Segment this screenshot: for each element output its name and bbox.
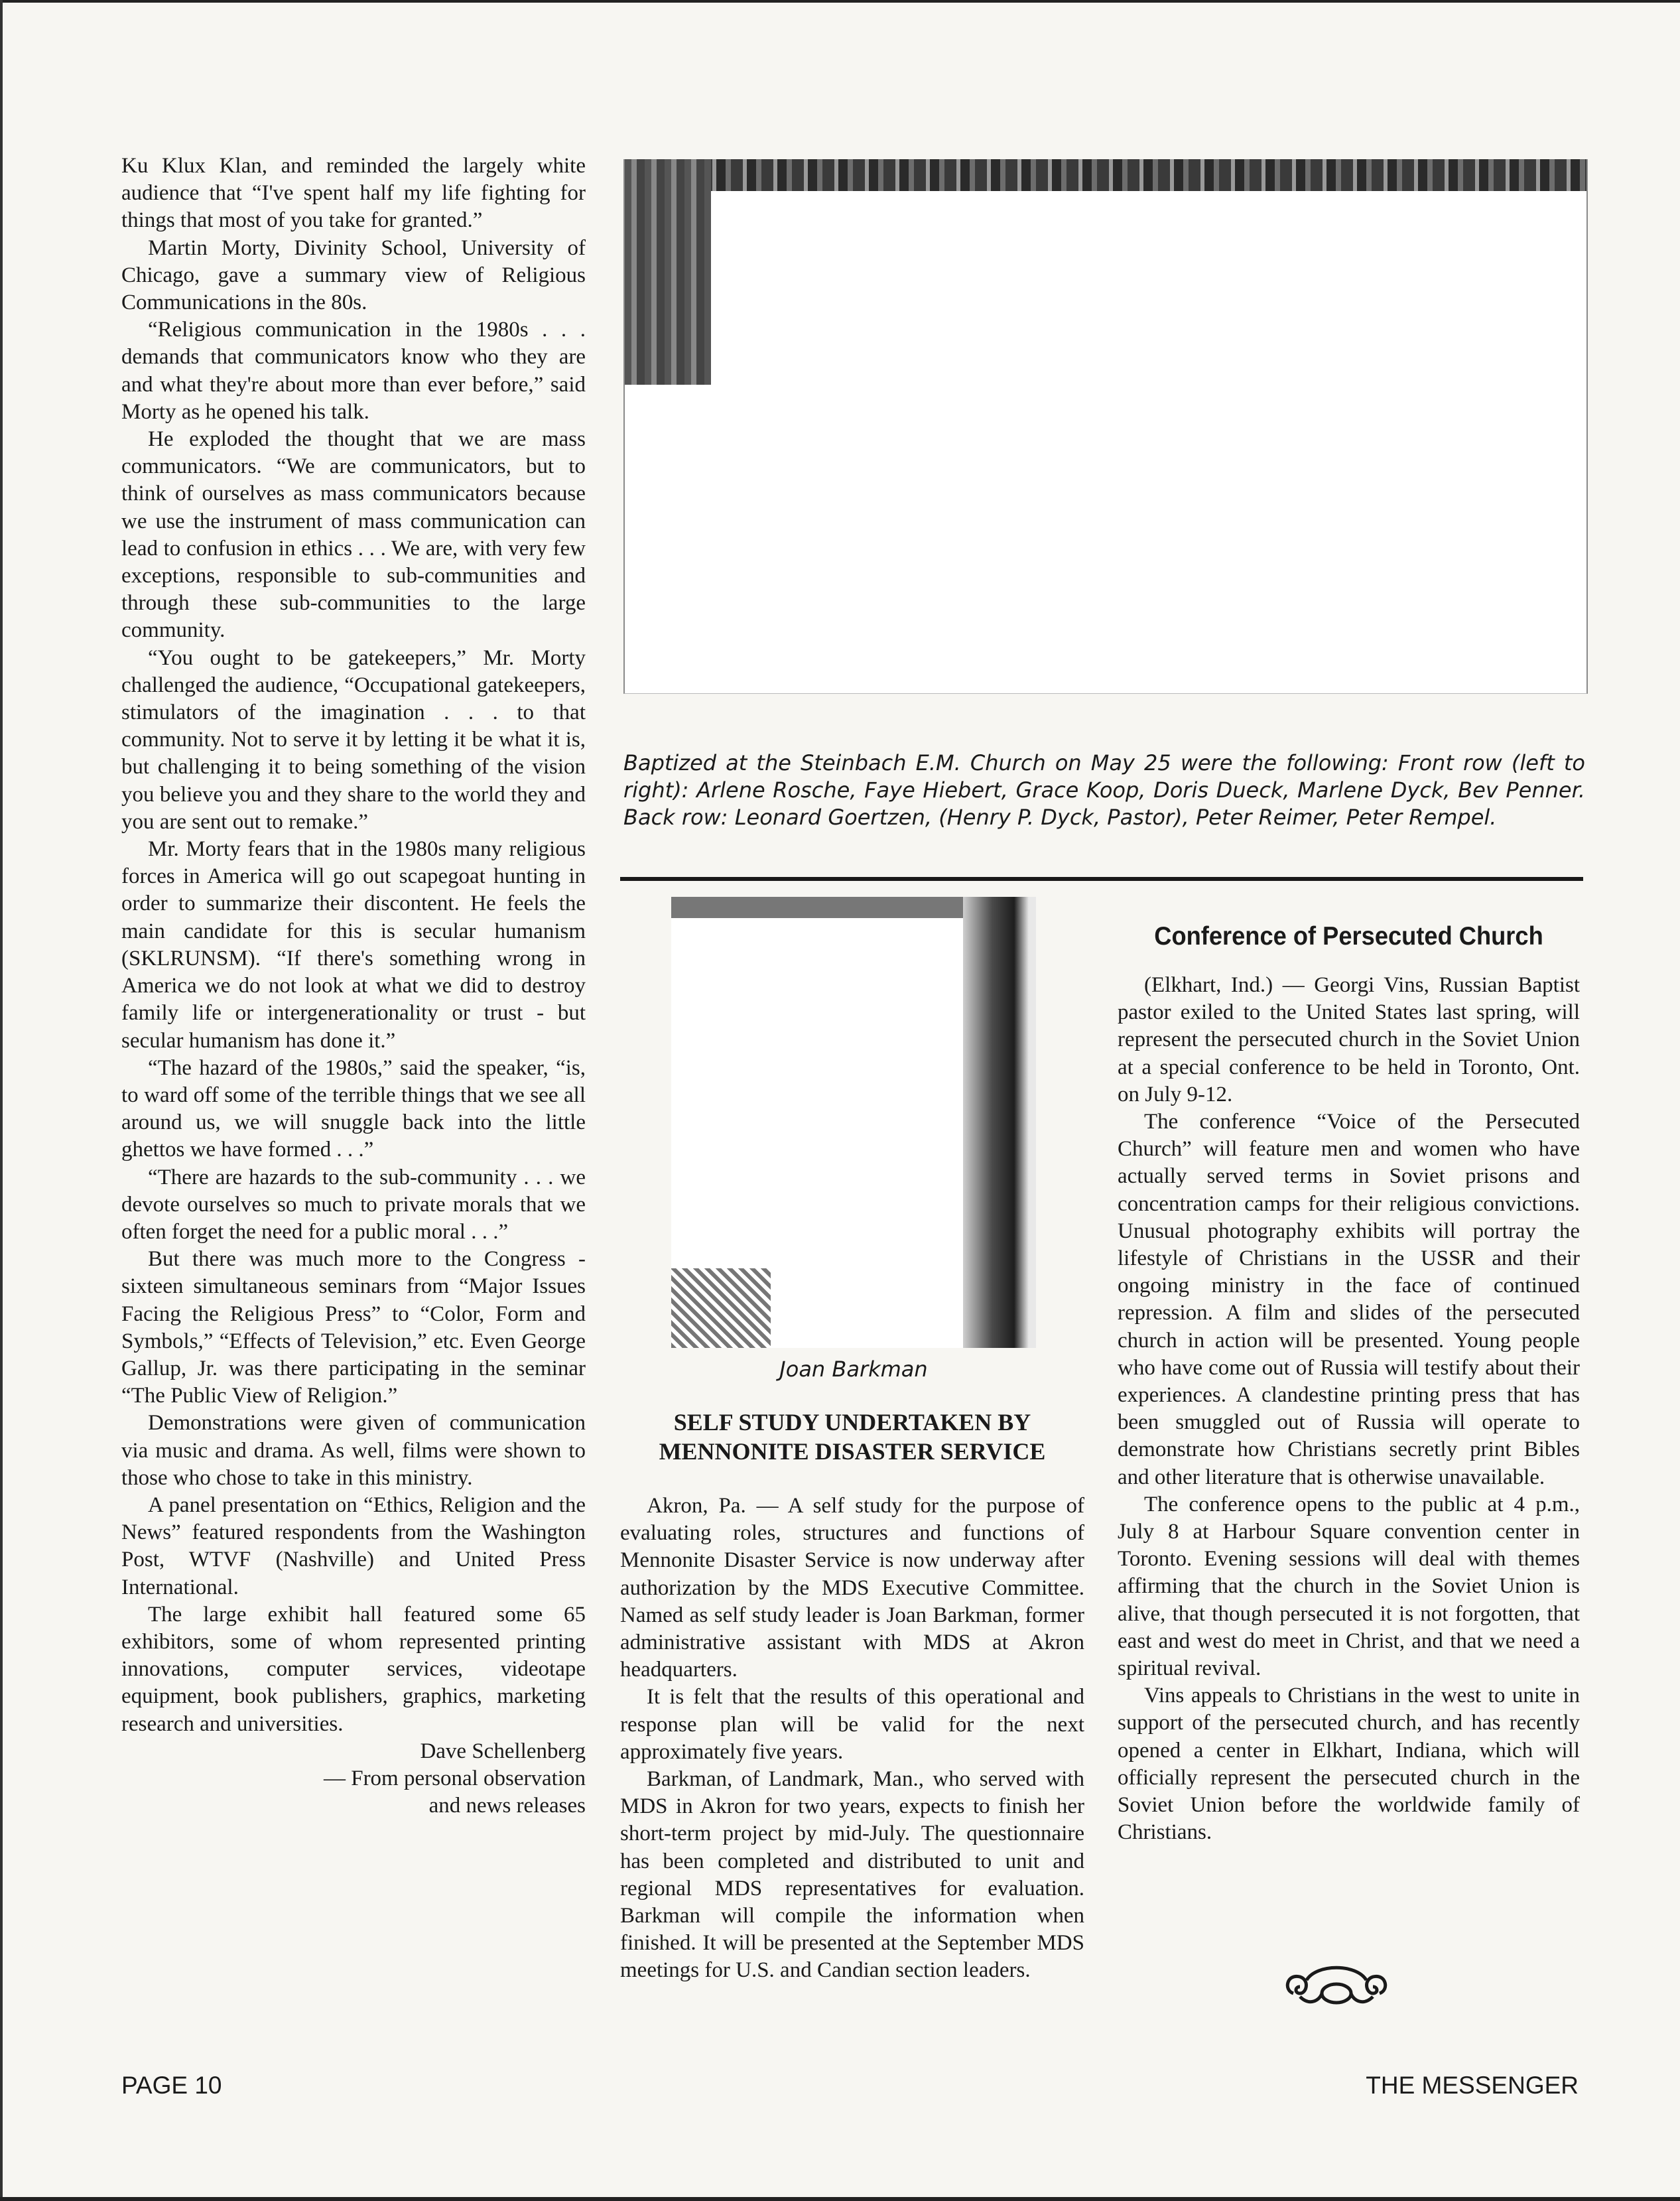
paragraph: The conference opens to the public at 4 p.m., July 8 at Harbour Square convention center in Toronto. Evening sessions will deal with themes affirming that the church in the Soviet Union is alive, that though persecuted it is not forgotten, that east and west do meet in Christ, and that we need a spiritual revival. xyxy=(1118,1492,1580,1681)
paragraph: It is felt that the results of this operational and response plan will be valid for the next approximately five years. xyxy=(620,1685,1084,1764)
joan-caption: Joan Barkman xyxy=(779,1357,928,1382)
paragraph: “Religious communication in the 1980s . . . demands that communicators know who they are and what they're about more than ever before,” said Morty as he opened his talk. xyxy=(121,318,586,424)
paragraph: “You ought to be gatekeepers,” Mr. Morty challenged the audience, “Occupational gatekeepers, stimulators of the imagination . . . to that community. Not to serve it by letting it be what it is, but challenging it to being something of the vision you believe you and they share to the world they and you are sent out to remake.” xyxy=(121,645,586,834)
page-border-left xyxy=(0,0,3,2201)
paragraph: Mr. Morty fears that in the 1980s many religious forces in America will go out scapegoat hunting in order to summarize their discontent. He feels the main candidate for this is secular humanism (SKLRUNSM). “If there's something wrong in America we do not look at what we did to destroy family life or intergenerationality or trust - but secular humanism has done it.” xyxy=(121,837,586,1053)
paragraph: “There are hazards to the sub-community . . . we devote ourselves so much to private morals that we often forget the need for a public moral . . .” xyxy=(121,1165,586,1244)
photo-edge xyxy=(625,159,1586,191)
page-number: PAGE 10 xyxy=(121,2072,222,2099)
paragraph: Vins appeals to Christians in the west to unite in support of the persecuted church, and has recently opened a center in Elkhart, Indiana, which will officially represent the persecuted church in the Soviet Union before the worldwide family of Christians. xyxy=(1118,1684,1580,1845)
photo-edge xyxy=(671,897,963,918)
mds-headline-line1: SELF STUDY UNDERTAKEN BY xyxy=(673,1409,1031,1435)
paragraph: He exploded the thought that we are mass communicators. “We are communicators, but to think of ourselves as mass communicators because we use the instrument of mass communication can lead to confusion in ethics . . . We are, with very few exceptions, responsible to sub-communities and through these sub-communities to the large community. xyxy=(121,427,586,643)
paragraph: “The hazard of the 1980s,” said the speaker, “is, to ward off some of the terrible things that we see all around us, we will snuggle back into the little ghettos we have formed . . .” xyxy=(121,1055,586,1162)
mds-headline xyxy=(620,1408,1084,1466)
paragraph: Demonstrations were given of communication via music and drama. As well, films were shown to those who chose to take in this ministry. xyxy=(121,1411,586,1490)
photo-blank-area xyxy=(712,191,1586,693)
joan-barkman-photo xyxy=(671,897,1036,1348)
paragraph: Akron, Pa. — A self study for the purpose of evaluating roles, structures and functions of Mennonite Disaster Service is now underway after authorization by the MDS Executive Committee. Named as self study leader is Joan Barkman, former administrative assistant with MDS at Akron headquarters. xyxy=(620,1494,1084,1682)
ornament-icon xyxy=(1280,1960,1393,2013)
photo-curtain xyxy=(625,159,711,385)
photo-figure xyxy=(963,897,1036,1348)
left-column-article xyxy=(121,153,586,1820)
section-divider xyxy=(620,877,1583,881)
publication-name: THE MESSENGER xyxy=(1366,2072,1579,2099)
persecuted-church-article-body xyxy=(1118,972,1580,1847)
paragraph: Ku Klux Klan, and reminded the largely white audience that “I've spent half my life fighting for things that most of you take for granted.” xyxy=(121,154,586,233)
page-border-top xyxy=(0,0,1680,3)
photo-caption: Baptized at the Steinbach E.M. Church on May 25 were the following: Front row (left to right): Arlene Rosche, Faye Hiebert, Grace Koop, Doris Dueck, Marlene Dyck, Bev Penner. Back row: Leonard Goertzen, (Henry P. Dyck, Pastor), Peter Reimer, Peter Rempel. xyxy=(623,750,1585,830)
mds-headline-line2: MENNONITE DISASTER SERVICE xyxy=(659,1438,1046,1465)
paragraph: But there was much more to the Congress - sixteen simultaneous seminars from “Major Issues Facing the Religious Press” to “Color, Form and Symbols,” “Effects of Television,” etc. Even George Gallup, Jr. was there participating in the seminar “The Public View of Religion.” xyxy=(121,1247,586,1408)
paragraph: Barkman, of Landmark, Man., who served with MDS in Akron for two years, expects to finish her short-term project by mid-July. The questionnaire has been completed and distributed to unit and regional MDS representatives for evaluation. Barkman will compile the information when finished. It will be presented at the September MDS meetings for U.S. and Candian section leaders. xyxy=(620,1767,1084,1983)
paragraph: The conference “Voice of the Persecuted Church” will feature men and women who have actually served terms in Soviet prisons and concentration camps for their religious convictions. Unusual photography exhibits will portray the lifestyle of Christians in the USSR and their ongoing ministry in the face of continued repression. A film and slides of the persecuted church in action will be presented. Young people who have come out of Russia will testify about their experiences. A clandestine printing press that has been smuggled out of Russia will operate to demonstrate how Christians secretly print Bibles and other literature that is otherwise unavailable. xyxy=(1118,1110,1580,1489)
paragraph: Martin Morty, Divinity School, University of Chicago, gave a summary view of Religious Communications in the 80s. xyxy=(121,235,586,315)
mds-article-body xyxy=(620,1493,1084,1985)
author-name: Dave Schellenberg xyxy=(420,1739,586,1763)
author-source: — From personal observation xyxy=(323,1766,586,1790)
persecuted-church-headline: Conference of Persecuted Church xyxy=(1154,922,1543,951)
paragraph: (Elkhart, Ind.) — Georgi Vins, Russian Baptist pastor exiled to the United States last spring, will represent the persecuted church in the Soviet Union at a special conference to be held in Toronto, Ont. on July 9-12. xyxy=(1118,973,1580,1106)
page-border-bottom xyxy=(0,2197,1680,2201)
paragraph: The large exhibit hall featured some 65 exhibitors, some of whom represented printing innovations, computer services, videotape equipment, book publishers, graphics, marketing research and universities. xyxy=(121,1602,586,1736)
baptism-group-photo xyxy=(623,159,1588,694)
author-source-2: and news releases xyxy=(428,1794,586,1818)
paragraph: A panel presentation on “Ethics, Religion and the News” featured respondents from the Washington Post, WTVF (Nashville) and United Press International. xyxy=(121,1493,586,1599)
photo-plaid-fabric xyxy=(671,1268,771,1348)
